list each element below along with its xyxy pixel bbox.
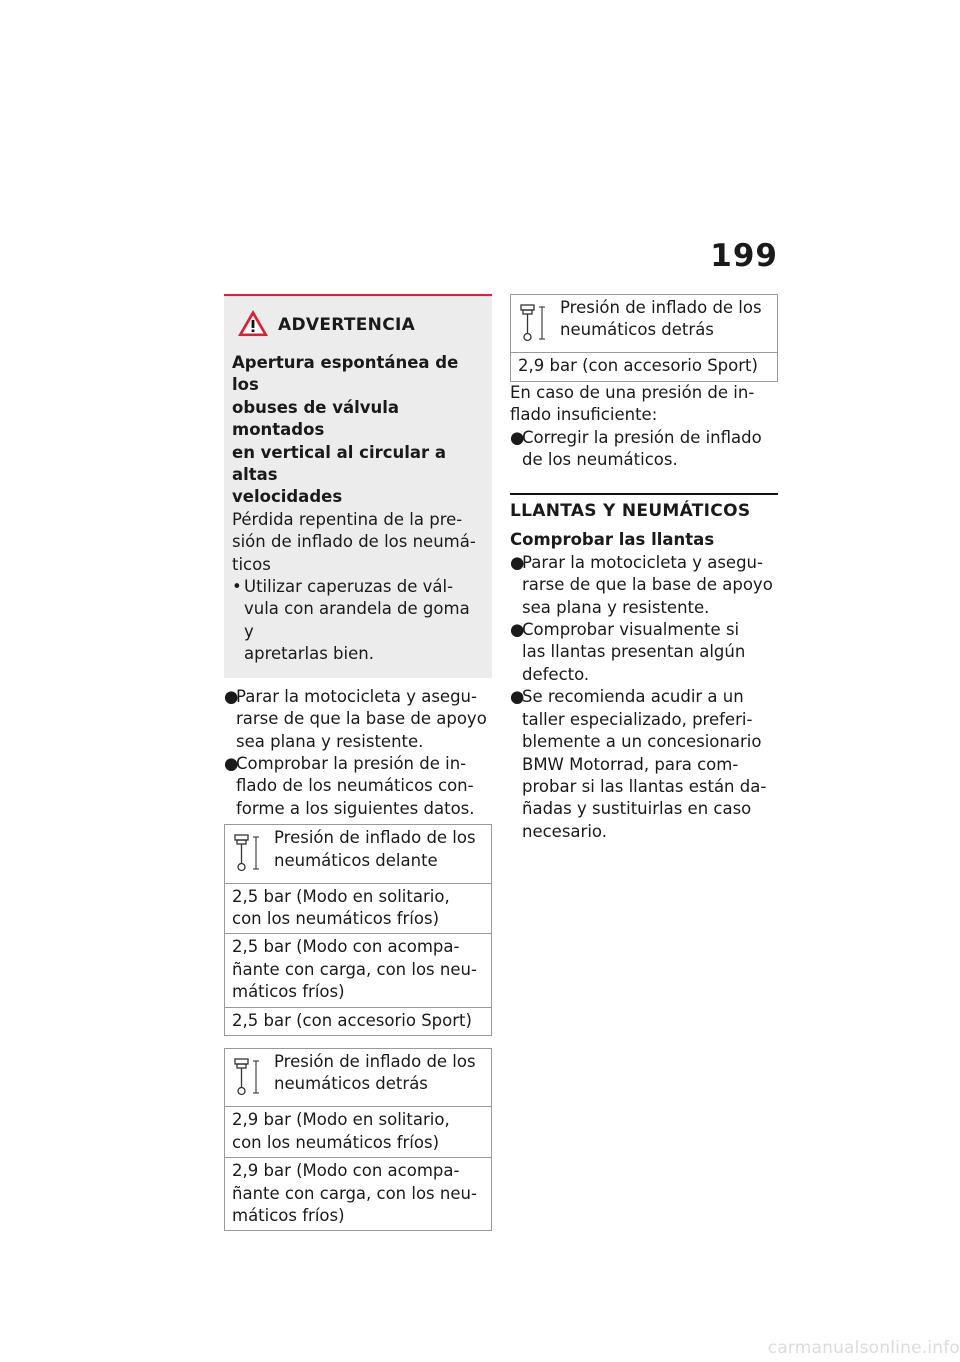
rear-pressure-table-continued: [510, 294, 778, 382]
bullet-dot-icon: ●: [224, 686, 239, 706]
left-column: [224, 294, 492, 1231]
warning-title: ADVERTENCIA: [278, 315, 416, 335]
table-header: Presión de inflado de los neumáticos detrás: [274, 1051, 476, 1094]
warning-box: [224, 294, 492, 678]
bullet-dot-icon: ●: [224, 753, 239, 773]
front-pressure-table: [224, 824, 492, 1036]
warning-heading: Apertura espontánea de los obuses de válvula montados en vertical al circular a altas velocidades: [232, 353, 459, 507]
table-row: [225, 1048, 492, 1106]
watermark-logo: carmanualsonline.info: [767, 1338, 960, 1358]
table-row: 2,9 bar (con accesorio Sport): [511, 353, 778, 381]
page-number: 199: [710, 238, 778, 274]
table-row: [225, 825, 492, 883]
table-row: 2,5 bar (con accesorio Sport): [225, 1007, 492, 1035]
insufficient-pressure-paragraph: En caso de una presión de in- flado insuficiente:: [510, 382, 755, 425]
warning-triangle-icon: [236, 308, 270, 342]
list-item: ● Corregir la presión de inflado de los neumáticos.: [510, 427, 778, 472]
bullet-dot-icon: •: [232, 577, 242, 597]
tire-pressure-icon: [232, 827, 274, 879]
warning-bullet: • Utilizar caperuzas de vál- vula con arandela de goma y apretarlas bien.: [232, 576, 484, 666]
list-item: ● Parar la motocicleta y asegu- rarse de que la base de apoyo sea plana y resistente.: [510, 552, 778, 619]
table-row: 2,9 bar (Modo en solitario, con los neumáticos fríos): [225, 1107, 492, 1158]
left-instruction-list: [224, 686, 492, 820]
warning-body: Pérdida repentina de la pre- sión de inflado de los neumá- ticos: [232, 509, 476, 574]
tire-pressure-icon: [518, 297, 560, 349]
table-row: 2,5 bar (Modo en solitario, con los neumáticos fríos): [225, 883, 492, 934]
table-row: [511, 295, 778, 353]
rear-pressure-table: [224, 1048, 492, 1231]
bullet-dot-icon: ●: [510, 427, 525, 447]
list-item: ● Comprobar visualmente si las llantas presentan algún defecto.: [510, 619, 778, 686]
rim-check-list: [510, 552, 778, 843]
subsection-title: Comprobar las llantas: [510, 530, 715, 550]
section-divider: [510, 493, 778, 551]
right-column: [510, 294, 778, 843]
correction-list: [510, 427, 778, 472]
list-item: ● Comprobar la presión de in- flado de los neumáticos con- forme a los siguientes datos.: [224, 753, 492, 820]
table-row: 2,9 bar (Modo con acompa- ñante con carga, con los neu- máticos fríos): [225, 1158, 492, 1231]
bullet-dot-icon: ●: [510, 687, 525, 707]
bullet-dot-icon: ●: [510, 552, 525, 572]
section-title: LLANTAS Y NEUMÁTICOS: [510, 501, 751, 522]
list-item: ● Se recomienda acudir a un taller especializado, preferi- blemente a un concesionario BMW Motorrad, para com- probar si las llantas están da- ñadas y sustituirlas en caso necesario.: [510, 686, 778, 843]
table-row: 2,5 bar (Modo con acompa- ñante con carga, con los neu- máticos fríos): [225, 934, 492, 1007]
table-header: Presión de inflado de los neumáticos delante: [274, 828, 476, 870]
tire-pressure-icon: [232, 1051, 274, 1103]
bullet-dot-icon: ●: [510, 620, 525, 640]
warning-header: [232, 308, 484, 342]
table-header: Presión de inflado de los neumáticos detrás: [560, 298, 762, 340]
list-item: ● Parar la motocicleta y asegu- rarse de que la base de apoyo sea plana y resistente.: [224, 686, 492, 753]
